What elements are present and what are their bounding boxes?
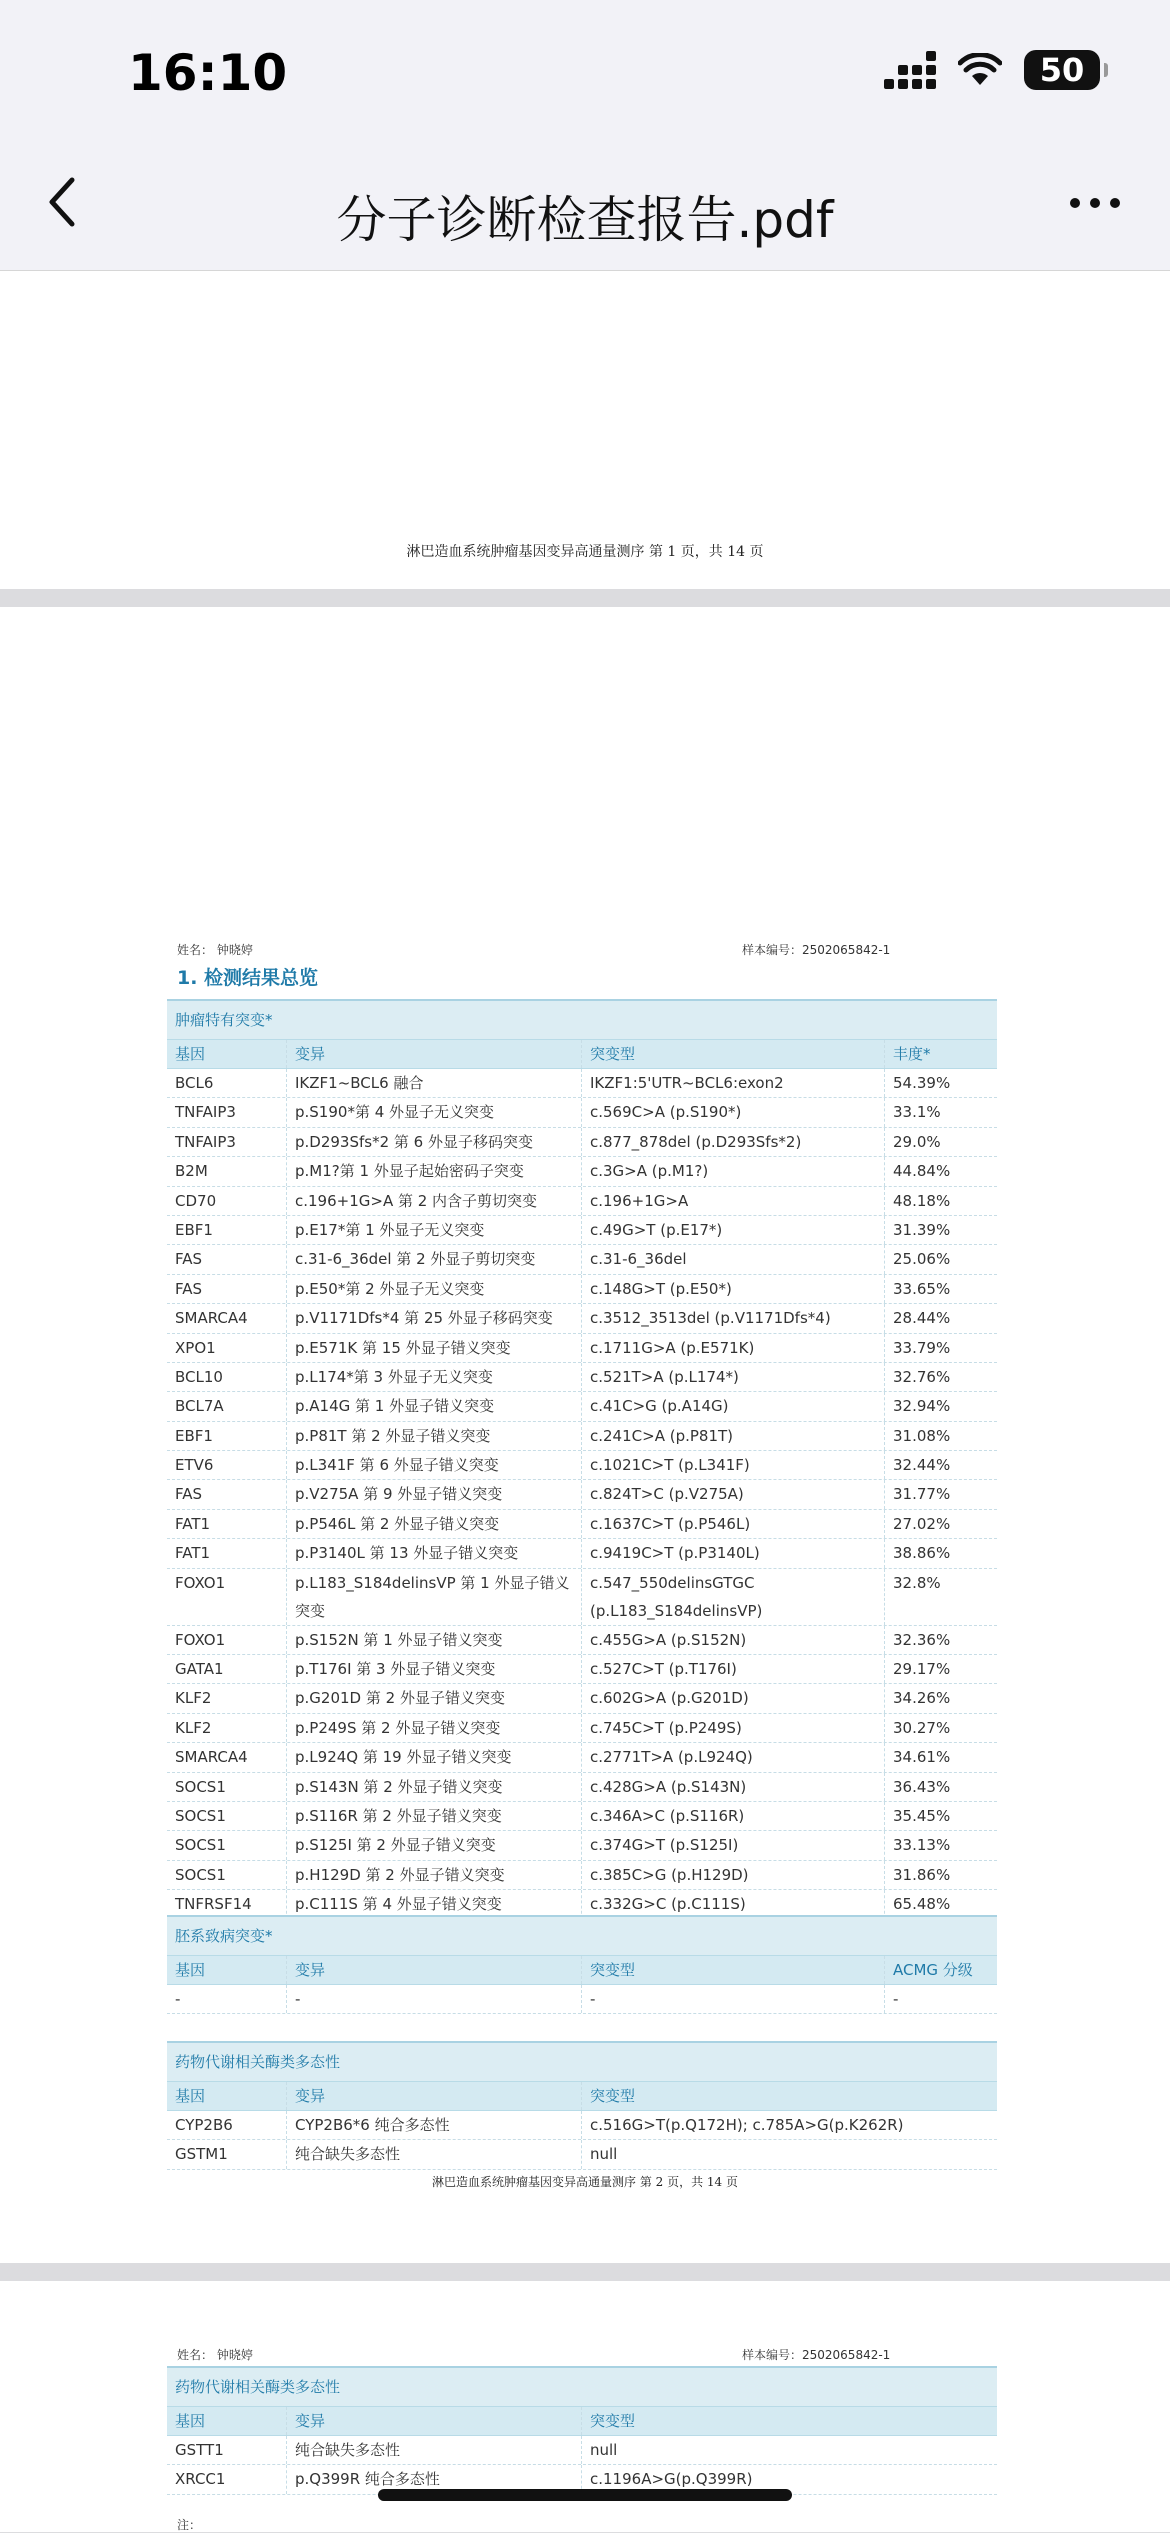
table-cell: c.877_878del (p.D293Sfs*2)	[582, 1128, 885, 1156]
more-options-button[interactable]	[1070, 198, 1120, 208]
table-cell: BCL10	[167, 1363, 287, 1391]
table-cell: c.9419C>T (p.P3140L)	[582, 1539, 885, 1567]
column-header: 变异	[287, 1956, 582, 1984]
column-header: 突变型	[582, 1040, 885, 1068]
table-cell: c.31-6_36del 第 2 外显子剪切突变	[287, 1245, 582, 1273]
table-row	[167, 1363, 997, 1392]
table-cell: p.T176I 第 3 外显子错义突变	[287, 1655, 582, 1683]
table-cell: 纯合缺失多态性	[287, 2436, 582, 2464]
table-row	[167, 1480, 997, 1509]
table-cell: FAS	[167, 1245, 287, 1273]
column-header: ACMG 分级	[893, 1961, 973, 1979]
table-cell: TNFAIP3	[167, 1128, 287, 1156]
table-header	[167, 1039, 997, 1069]
table-cell: p.G201D 第 2 外显子错义突变	[287, 1684, 582, 1712]
column-header: 突变型	[582, 1956, 885, 1984]
table-cell: GSTT1	[167, 2436, 287, 2464]
column-header: 突变型	[590, 2412, 636, 2430]
table-cell: p.S152N 第 1 外显子错义突变	[287, 1626, 582, 1654]
page-footer: 淋巴造血系统肿瘤基因变异高通量测序 第 1 页，共 14 页	[406, 544, 764, 560]
table-cell: KLF2	[167, 1714, 287, 1742]
column-header: 变异	[287, 2407, 582, 2435]
table-cell: c.148G>T (p.E50*)	[582, 1275, 885, 1303]
table-cell: c.569C>A (p.S190*)	[582, 1098, 885, 1126]
table-cell: -	[893, 1990, 899, 2008]
table-cell: 31.86%	[893, 1865, 951, 1884]
table-cell: p.M1?第 1 外显子起始密码子突变	[287, 1157, 582, 1185]
table-header	[167, 2081, 997, 2111]
table-caption: 药物代谢相关酶类多态性	[167, 2366, 997, 2406]
table-row	[167, 1157, 997, 1186]
table-cell: p.E17*第 1 外显子无义突变	[287, 1216, 582, 1244]
sample-number: 样本编号：2502065842-1	[742, 943, 891, 957]
table-cell: 31.77%	[893, 1485, 951, 1504]
table-cell: p.D293Sfs*2 第 6 外显子移码突变	[287, 1128, 582, 1156]
table-cell: c.3512_3513del (p.V1171Dfs*4)	[582, 1304, 885, 1332]
section-title: 1. 检测结果总览	[177, 967, 319, 989]
table-cell: SOCS1	[167, 1861, 287, 1889]
table-cell: XPO1	[167, 1334, 287, 1362]
table-row	[167, 1510, 997, 1539]
patient-name: 姓名： 钟晓婷	[177, 943, 253, 957]
table-cell: 31.08%	[893, 1426, 951, 1445]
table-cell: IKZF1:5'UTR~BCL6:exon2	[582, 1069, 885, 1097]
table-cell: 34.26%	[893, 1689, 951, 1708]
column-header: 基因	[167, 1956, 287, 1984]
table-cell: p.S116R 第 2 外显子错义突变	[287, 1802, 582, 1830]
table-cell: 65.48%	[893, 1895, 951, 1914]
table-row	[167, 1861, 997, 1890]
table-cell: c.49G>T (p.E17*)	[582, 1216, 885, 1244]
table-cell: 35.45%	[893, 1806, 951, 1825]
table-cell: c.196+1G>A	[582, 1187, 885, 1215]
table-cell: 33.1%	[893, 1103, 941, 1122]
table-cell: 34.61%	[893, 1748, 951, 1767]
page-footer: 淋巴造血系统肿瘤基因变异高通量测序 第 2 页，共 14 页	[432, 2175, 738, 2189]
table-cell: FAT1	[167, 1539, 287, 1567]
table-cell: TNFAIP3	[167, 1098, 287, 1126]
table-cell: FAS	[167, 1275, 287, 1303]
table-cell: c.1637C>T (p.P546L)	[582, 1510, 885, 1538]
table-row	[167, 1714, 997, 1743]
table-row	[167, 1187, 997, 1216]
table-row	[167, 1773, 997, 1802]
sample-number: 样本编号：2502065842-1	[742, 2348, 891, 2362]
table-cell: p.A14G 第 1 外显子错义突变	[287, 1392, 582, 1420]
table-cell: c.374G>T (p.S125I)	[582, 1831, 885, 1859]
column-header: 基因	[167, 2082, 287, 2110]
more-dot-icon	[1110, 198, 1120, 208]
pdf-page-1	[0, 271, 1170, 589]
table-cell: p.L341F 第 6 外显子错义突变	[287, 1451, 582, 1479]
table-row	[167, 1422, 997, 1451]
table-row	[167, 1539, 997, 1568]
status-bar	[0, 0, 1170, 150]
table-cell: FOXO1	[167, 1569, 287, 1625]
table-caption: 胚系致病突变*	[167, 1915, 997, 1955]
column-header: 基因	[167, 1040, 287, 1068]
document-title: 分子诊断检查报告.pdf	[336, 191, 834, 249]
table-row	[167, 2436, 997, 2465]
table-cell: p.P81T 第 2 外显子错义突变	[287, 1422, 582, 1450]
table-cell: GATA1	[167, 1655, 287, 1683]
table-cell: c.527C>T (p.T176I)	[582, 1655, 885, 1683]
table-row	[167, 1626, 997, 1655]
navigation-bar	[0, 150, 1170, 271]
home-indicator[interactable]	[378, 2489, 792, 2501]
table-cell: ETV6	[167, 1451, 287, 1479]
table-cell: null	[590, 2145, 618, 2164]
table-cell: 32.8%	[893, 1573, 941, 1592]
table-cell: BCL6	[167, 1069, 287, 1097]
table-row	[167, 1069, 997, 1098]
table-cell: 48.18%	[893, 1191, 951, 1210]
table-cell: SMARCA4	[167, 1304, 287, 1332]
table-cell: p.E571K 第 15 外显子错义突变	[287, 1334, 582, 1362]
table-cell: c.745C>T (p.P249S)	[582, 1714, 885, 1742]
table-row	[167, 1743, 997, 1772]
more-dot-icon	[1090, 198, 1100, 208]
table-cell: 32.36%	[893, 1630, 951, 1649]
table-cell: p.S143N 第 2 外显子错义突变	[287, 1773, 582, 1801]
table-cell: -	[582, 1985, 885, 2013]
table-cell: 25.06%	[893, 1250, 951, 1269]
table-row	[167, 1451, 997, 1480]
table-cell: c.602G>A (p.G201D)	[582, 1684, 885, 1712]
table-cell: p.P546L 第 2 外显子错义突变	[287, 1510, 582, 1538]
table-cell: c.516G>T(p.Q172H); c.785A>G(p.K262R)	[590, 2116, 904, 2134]
table-caption: 肿瘤特有突变*	[167, 999, 997, 1039]
table-cell: 38.86%	[893, 1544, 951, 1563]
table-row	[167, 1802, 997, 1831]
table-header	[167, 1955, 997, 1985]
table-cell: CYP2B6	[167, 2111, 287, 2139]
table-cell: 31.39%	[893, 1220, 951, 1239]
table-body	[167, 1069, 997, 1920]
table-cell: c.1021C>T (p.L341F)	[582, 1451, 885, 1479]
table-cell: c.2771T>A (p.L924Q)	[582, 1743, 885, 1771]
table-row	[167, 1655, 997, 1684]
status-time: 16:10	[128, 44, 288, 102]
pdf-page-2	[0, 607, 1170, 2263]
table-cell: p.V275A 第 9 外显子错义突变	[287, 1480, 582, 1508]
note-label: 注：	[177, 2518, 202, 2532]
table-cell: c.455G>A (p.S152N)	[582, 1626, 885, 1654]
germline-mutation-table	[167, 1915, 997, 2014]
table-cell: p.L183_S184delinsVP 第 1 外显子错义突变	[287, 1569, 582, 1625]
table-cell: p.P249S 第 2 外显子错义突变	[287, 1714, 582, 1742]
table-cell: 28.44%	[893, 1309, 951, 1328]
drug-metabolism-table	[167, 2041, 997, 2170]
table-row	[167, 1684, 997, 1713]
table-cell: -	[167, 1985, 287, 2013]
table-row	[167, 1985, 997, 2014]
tumor-mutation-table	[167, 999, 997, 1920]
drug-metabolism-table-continued	[167, 2366, 997, 2495]
table-cell: 32.76%	[893, 1367, 951, 1386]
table-row	[167, 1098, 997, 1127]
table-cell: p.H129D 第 2 外显子错义突变	[287, 1861, 582, 1889]
table-cell: TNFRSF14	[167, 1890, 287, 1918]
table-cell: c.385C>G (p.H129D)	[582, 1861, 885, 1889]
status-icons	[884, 50, 1100, 90]
table-cell: p.L924Q 第 19 外显子错义突变	[287, 1743, 582, 1771]
column-header: 丰度*	[893, 1045, 931, 1063]
table-row	[167, 2140, 997, 2169]
table-cell: c.346A>C (p.S116R)	[582, 1802, 885, 1830]
table-row	[167, 1334, 997, 1363]
table-cell: 纯合缺失多态性	[287, 2140, 582, 2168]
more-dot-icon	[1070, 198, 1080, 208]
table-cell: 32.44%	[893, 1456, 951, 1475]
table-cell: 27.02%	[893, 1514, 951, 1533]
table-cell: 36.43%	[893, 1777, 951, 1796]
table-caption: 药物代谢相关酶类多态性	[167, 2041, 997, 2081]
table-cell: -	[287, 1985, 582, 2013]
table-cell: null	[590, 2441, 618, 2459]
table-cell: EBF1	[167, 1422, 287, 1450]
table-cell: CYP2B6*6 纯合多态性	[287, 2111, 582, 2139]
table-cell: c.41C>G (p.A14G)	[582, 1392, 885, 1420]
table-cell: IKZF1~BCL6 融合	[287, 1069, 582, 1097]
wifi-icon	[958, 53, 1002, 87]
table-cell: 32.94%	[893, 1397, 951, 1416]
table-cell: c.31-6_36del	[582, 1245, 885, 1273]
table-row	[167, 1392, 997, 1421]
table-cell: p.S190*第 4 外显子无义突变	[287, 1098, 582, 1126]
table-cell: 33.65%	[893, 1279, 951, 1298]
table-cell: 29.17%	[893, 1660, 951, 1679]
patient-name: 姓名： 钟晓婷	[177, 2348, 253, 2362]
table-row	[167, 1304, 997, 1333]
table-row	[167, 1569, 997, 1626]
table-cell: c.1196A>G(p.Q399R)	[590, 2470, 753, 2489]
table-cell: p.S125I 第 2 外显子错义突变	[287, 1831, 582, 1859]
table-cell: p.V1171Dfs*4 第 25 外显子移码突变	[287, 1304, 582, 1332]
table-cell: p.P3140L 第 13 外显子错义突变	[287, 1539, 582, 1567]
table-cell: c.241C>A (p.P81T)	[582, 1422, 885, 1450]
table-cell: SOCS1	[167, 1802, 287, 1830]
table-cell: FAT1	[167, 1510, 287, 1538]
table-row	[167, 2111, 997, 2140]
table-cell: 54.39%	[893, 1074, 951, 1092]
table-cell: KLF2	[167, 1684, 287, 1712]
table-cell: c.428G>A (p.S143N)	[582, 1773, 885, 1801]
table-cell: c.824T>C (p.V275A)	[582, 1480, 885, 1508]
table-cell: c.521T>A (p.L174*)	[582, 1363, 885, 1391]
table-cell: 33.79%	[893, 1338, 951, 1357]
table-cell: p.E50*第 2 外显子无义突变	[287, 1275, 582, 1303]
table-cell: p.L174*第 3 外显子无义突变	[287, 1363, 582, 1391]
column-header: 变异	[287, 2082, 582, 2110]
table-cell: SMARCA4	[167, 1743, 287, 1771]
table-cell: c.3G>A (p.M1?)	[582, 1157, 885, 1185]
table-header	[167, 2406, 997, 2436]
table-cell: GSTM1	[167, 2140, 287, 2168]
table-cell: p.Q399R 纯合多态性	[287, 2465, 582, 2493]
table-cell: c.1711G>A (p.E571K)	[582, 1334, 885, 1362]
column-header: 基因	[167, 2407, 287, 2435]
table-row	[167, 1128, 997, 1157]
table-cell: 29.0%	[893, 1132, 941, 1151]
table-cell: CD70	[167, 1187, 287, 1215]
table-cell: SOCS1	[167, 1831, 287, 1859]
cellular-signal-icon	[884, 51, 936, 89]
table-cell: FOXO1	[167, 1626, 287, 1654]
table-cell: 33.13%	[893, 1836, 951, 1855]
table-cell: B2M	[167, 1157, 287, 1185]
column-header: 突变型	[590, 2087, 636, 2105]
table-cell: c.196+1G>A 第 2 内含子剪切突变	[287, 1187, 582, 1215]
table-cell: p.C111S 第 4 外显子错义突变	[287, 1890, 582, 1918]
battery-icon: 50	[1024, 50, 1100, 90]
table-cell: SOCS1	[167, 1773, 287, 1801]
table-row	[167, 1216, 997, 1245]
table-cell: 30.27%	[893, 1718, 951, 1737]
table-cell: EBF1	[167, 1216, 287, 1244]
table-cell: c.332G>C (p.C111S)	[582, 1890, 885, 1918]
pdf-viewer[interactable]	[0, 271, 1170, 2532]
table-cell: BCL7A	[167, 1392, 287, 1420]
column-header: 变异	[287, 1040, 582, 1068]
table-cell: 44.84%	[893, 1162, 951, 1181]
table-row	[167, 1245, 997, 1274]
table-cell: c.547_550delinsGTGC (p.L183_S184delinsVP)	[582, 1569, 885, 1625]
table-cell: XRCC1	[167, 2465, 287, 2493]
table-row	[167, 1831, 997, 1860]
table-cell: FAS	[167, 1480, 287, 1508]
table-row	[167, 1275, 997, 1304]
